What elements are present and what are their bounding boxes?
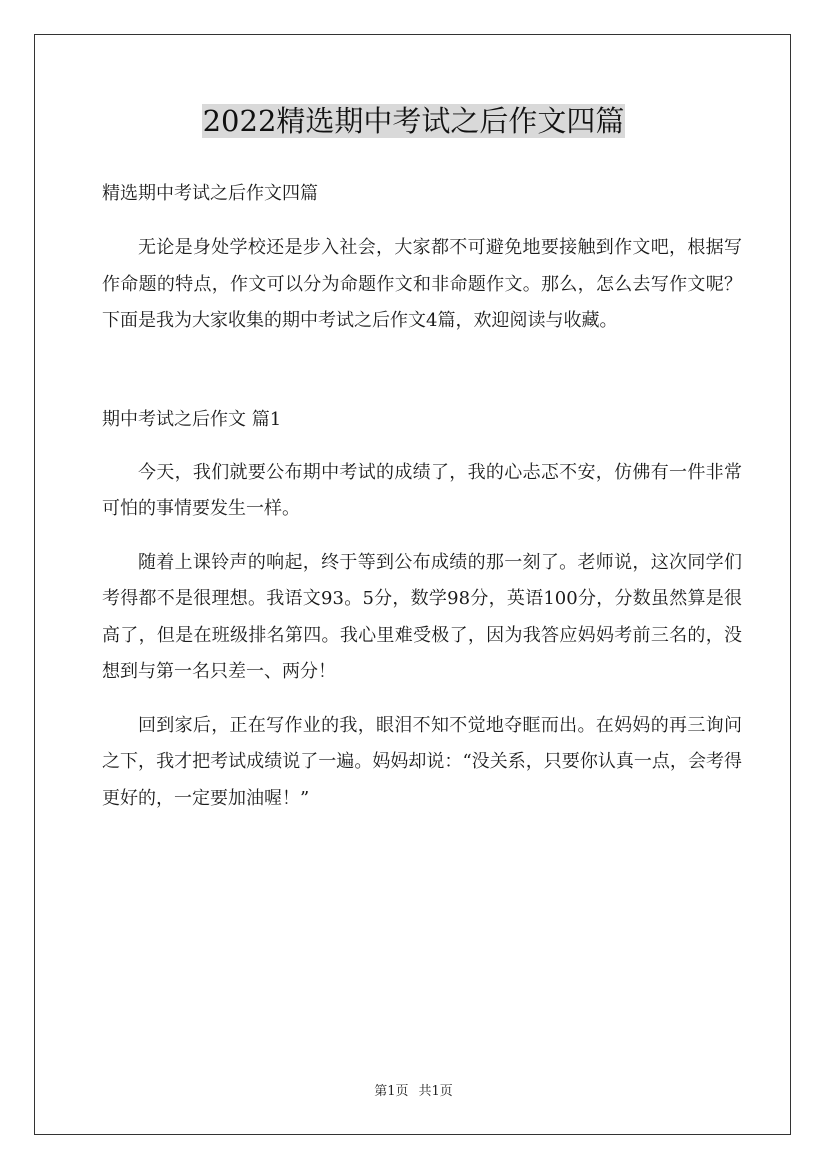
section-heading: 期中考试之后作文 篇1 [102, 408, 282, 430]
document-body [102, 176, 742, 834]
page-footer [0, 1083, 827, 1101]
document-subtitle: 精选期中考试之后作文四篇 [102, 183, 318, 204]
intro-paragraph: 无论是身处学校还是步入社会，大家都不可避免地要接触到作文吧，根据写作命题的特点，作文可以分为命题作文和非命题作文。那么，怎么去写作文呢？下面是我为大家收集的期中考试之后作文4篇，欢迎阅读与收藏。 [102, 237, 742, 331]
page-total: 共1页 [418, 1084, 453, 1099]
document-title-container [0, 100, 827, 142]
page-number: 第1页 [374, 1084, 409, 1099]
document-title: 2022精选期中考试之后作文四篇 [202, 104, 625, 138]
body-paragraph-2: 随着上课铃声的响起，终于等到公布成绩的那一刻了。老师说，这次同学们考得都不是很理想。我语文93。5分，数学98分，英语100分，分数虽然算是很高了，但是在班级排名第四。我心里难受极了，因为我答应妈妈考前三名的，没想到与第一名只差一、两分！ [102, 551, 742, 682]
body-paragraph-3: 回到家后，正在写作业的我，眼泪不知不觉地夺眶而出。在妈妈的再三询问之下，我才把考试成绩说了一遍。妈妈却说：“没关系，只要你认真一点，会考得更好的，一定要加油喔！” [102, 714, 742, 809]
body-paragraph-1: 今天，我们就要公布期中考试的成绩了，我的心忐忑不安，仿佛有一件非常可怕的事情要发生一样。 [102, 461, 742, 519]
